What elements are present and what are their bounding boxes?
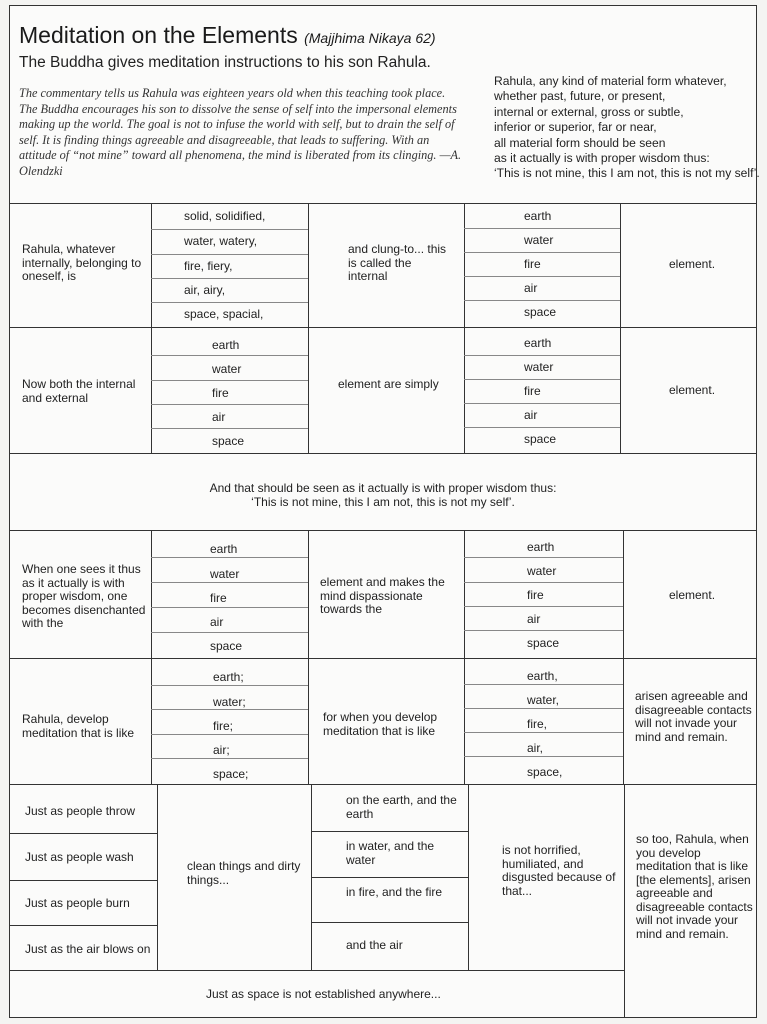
final-lead: Just as people throw	[25, 804, 136, 818]
final-conclusion: so too, Rahula, when you develop meditation that is like [the elements], arisen agreeable and disagreeable contacts will not invade your mind and remain.	[636, 832, 753, 941]
banner-line: And that should be seen as it actually is with proper wisdom thus:	[209, 481, 557, 495]
row5-right-item: air,	[527, 741, 544, 755]
row2-left-item: space	[212, 434, 245, 448]
row4-right-item: earth	[527, 540, 555, 554]
row1-right-item: fire	[524, 257, 541, 271]
final-objects: clean things and dirty things...	[187, 859, 301, 887]
row2-middle: element are simply	[338, 377, 439, 391]
row5-end: arisen agreeable and disagreeable contacts will not invade your mind and remain.	[635, 689, 752, 744]
row5-middle: for when you develop meditation that is like	[323, 710, 438, 738]
row2-right-item: fire	[524, 384, 541, 398]
row4-right-item: space	[527, 636, 560, 650]
row1-right-item: air	[524, 281, 538, 295]
row4-left-item: earth	[210, 542, 238, 556]
row5-left-item: water;	[213, 695, 246, 709]
row2-right-item: space	[524, 432, 557, 446]
row2-left-item: water	[212, 362, 242, 376]
row2-right-item: earth	[524, 336, 552, 350]
row2-left-item: fire	[212, 386, 229, 400]
row1-end: element.	[669, 257, 716, 271]
row1-right-item: space	[524, 305, 557, 319]
row5-left-item: space;	[213, 767, 249, 781]
row4-middle: element and makes the mind dispassionate towards the	[320, 575, 445, 616]
row5-left-item: air;	[213, 743, 230, 757]
verse-block	[494, 74, 759, 182]
row2-left-item: earth	[212, 338, 240, 352]
row5-right-item: fire,	[527, 717, 548, 731]
verse-line: whether past, future, or present,	[494, 89, 666, 104]
row4-end: element.	[669, 588, 716, 602]
row5-lead: Rahula, develop meditation that is like	[22, 712, 135, 740]
final-place: on the earth, and the earth	[346, 793, 457, 821]
row4-lead: When one sees it thus as it actually is with proper wisdom, one becomes disenchanted with the	[22, 562, 146, 630]
row4-left-item: air	[210, 615, 224, 629]
verse-line: all material form should be seen	[494, 135, 666, 150]
row1-middle: and clung-to... this is called the internal	[348, 242, 447, 283]
verse-line: ‘This is not mine, this I am not, this is not my self’.	[494, 166, 760, 181]
row1-right-item: earth	[524, 209, 552, 223]
final-place: in water, and the water	[346, 839, 435, 867]
row2-right-item: water	[524, 360, 554, 374]
row5-right-item: water,	[527, 693, 560, 707]
page-title	[19, 22, 436, 49]
row5-left-item: fire;	[213, 719, 234, 733]
row2-right-item: air	[524, 408, 538, 422]
final-reaction: is not horrified, humiliated, and disgusted because of that...	[502, 843, 616, 898]
row5-right-item: earth,	[527, 669, 558, 683]
row1-left-item: solid, solidified,	[184, 209, 266, 223]
row1-left-item: air, airy,	[184, 283, 226, 297]
final-lead: Just as the air blows on	[25, 942, 151, 956]
row2-end: element.	[669, 383, 716, 397]
row1-left-item: water, watery,	[184, 234, 258, 248]
row4-right-item: air	[527, 612, 541, 626]
final-lead: Just as people wash	[25, 850, 134, 864]
space-line: Just as space is not established anywhere...	[206, 987, 441, 1001]
row1-left-item: fire, fiery,	[184, 259, 233, 273]
verse-line: Rahula, any kind of material form whatever,	[494, 74, 727, 88]
row4-left-item: fire	[210, 591, 227, 605]
final-lead: Just as people burn	[25, 896, 130, 910]
row5-left-item: earth;	[213, 670, 244, 684]
row4-left-item: space	[210, 639, 243, 653]
row1-lead: Rahula, whatever internally, belonging to oneself, is	[22, 242, 142, 283]
verse-line: inferior or superior, far or near,	[494, 120, 657, 135]
source-reference: (Majjhima Nikaya 62)	[304, 30, 436, 46]
banner-line: ‘This is not mine, this I am not, this is not my self’.	[251, 494, 515, 509]
row5-right-item: space,	[527, 765, 563, 779]
final-place: in fire, and the fire	[346, 885, 443, 899]
row2-lead: Now both the internal and external	[22, 377, 136, 405]
title-text: Meditation on the Elements	[19, 22, 298, 48]
final-place: and the air	[346, 938, 403, 952]
verse-line: as it actually is with proper wisdom thus:	[494, 151, 710, 166]
row4-left-item: water	[210, 567, 240, 581]
wisdom-banner	[9, 482, 757, 509]
row1-right-item: water	[524, 233, 554, 247]
verse-line: internal or external, gross or subtle,	[494, 104, 684, 119]
row2-left-item: air	[212, 410, 226, 424]
page-subtitle: The Buddha gives meditation instructions to his son Rahula.	[19, 54, 431, 71]
commentary-paragraph: The commentary tells us Rahula was eighteen years old when this teaching took place. The Buddha encourages his son to dissolve the sense of self into the impersonal elements making up the world. The goal is not to infuse the world with self, but to drain the self of self. It is finding things agreeable and disagreeable, that leads to suffering. With an attitude of “not mine” toward all phenomena, the mind is liberated from its clinging. —A. Olendzki	[19, 86, 462, 178]
row1-left-item: space, spacial,	[184, 307, 264, 321]
row4-right-item: fire	[527, 588, 544, 602]
row4-right-item: water	[527, 564, 557, 578]
